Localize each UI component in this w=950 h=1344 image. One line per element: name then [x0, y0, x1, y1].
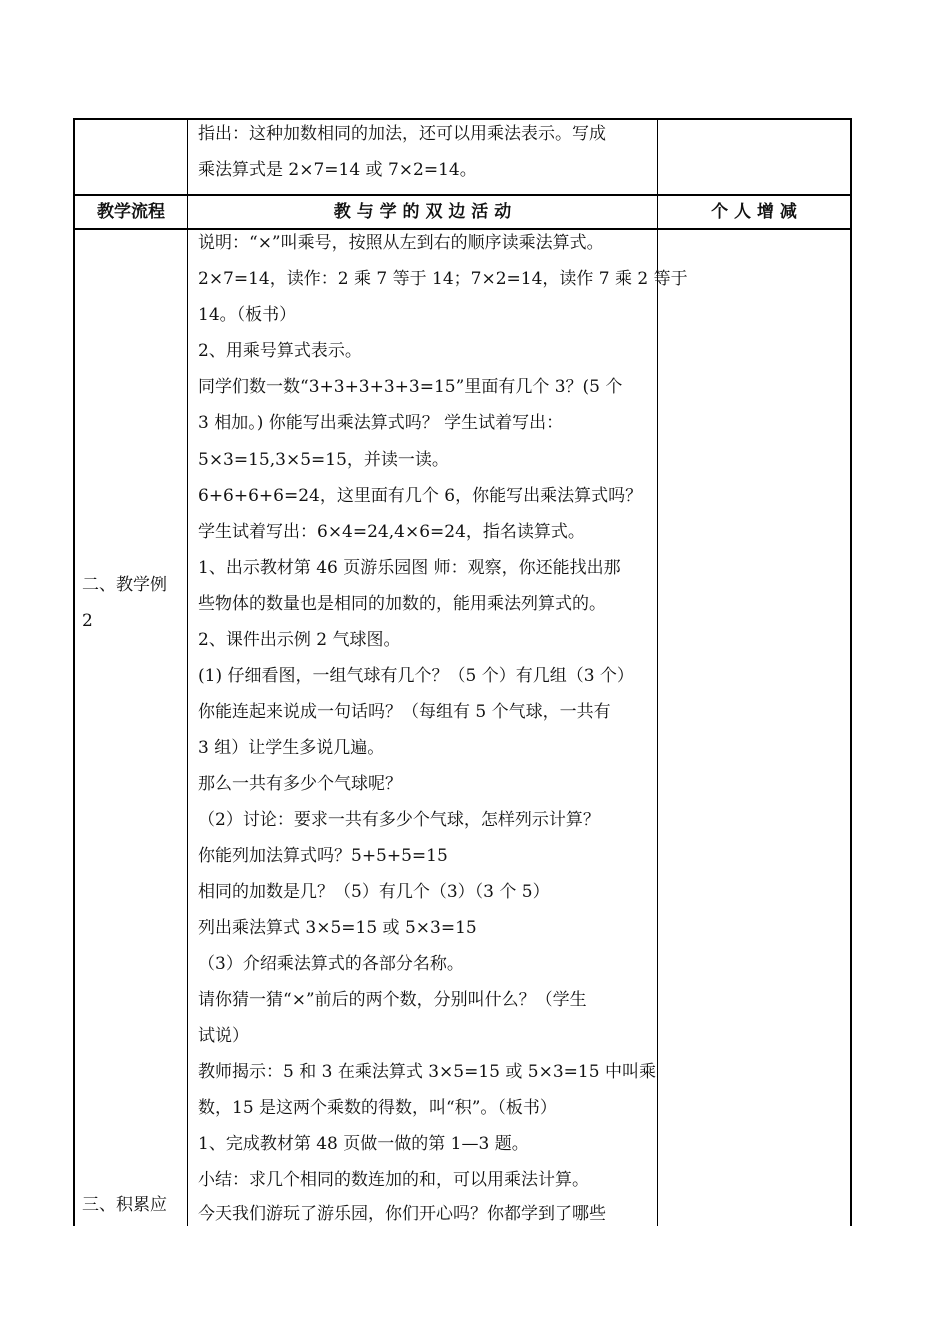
- activity-line: 乘法算式是 2×7=14 或 7×2=14。: [198, 160, 477, 180]
- activity-line: 列出乘法算式 3×5=15 或 5×3=15: [198, 918, 477, 938]
- header-teaching-process: 教学流程: [97, 202, 165, 222]
- activity-line: 1、出示教材第 46 页游乐园图 师：观察，你还能找出那: [198, 558, 621, 578]
- activity-line: 你能连起来说成一句话吗？（每组有 5 个气球，一共有: [198, 702, 611, 722]
- stage-label-2-line2: 2: [82, 611, 93, 631]
- activity-line: 2、课件出示例 2 气球图。: [198, 630, 401, 650]
- activity-line: 你能列加法算式吗？5+5+5=15: [198, 846, 448, 866]
- activity-line: 那么一共有多少个气球呢？: [198, 774, 402, 794]
- stage-label-3-line1: 三、积累应: [82, 1195, 167, 1215]
- activity-line: （2）讨论：要求一共有多少个气球，怎样列示计算？: [198, 810, 600, 830]
- activity-line: 教师揭示：5 和 3 在乘法算式 3×5=15 或 5×3=15 中叫乘: [198, 1062, 656, 1082]
- personal-adjustment-cell: [658, 230, 850, 1226]
- activity-line: 学生试着写出：6×4=24,4×6=24，指名读算式。: [198, 522, 585, 542]
- table-border-left: [73, 118, 75, 1226]
- stage-label-2-line1: 二、教学例: [82, 575, 167, 595]
- activity-line: 6+6+6+6=24，这里面有几个 6，你能写出乘法算式吗？: [198, 486, 643, 506]
- activity-line: 数，15 是这两个乘数的得数，叫“积”。（板书）: [198, 1098, 557, 1118]
- table-border-top: [73, 118, 852, 120]
- activity-line: (1) 仔细看图，一组气球有几个？（5 个）有几组（3 个）: [198, 666, 634, 686]
- activity-line: 小结：求几个相同的数连加的和，可以用乘法计算。: [198, 1170, 589, 1190]
- header-row-top-border: [73, 194, 852, 196]
- activity-line: （3）介绍乘法算式的各部分名称。: [198, 954, 464, 974]
- activity-line: 2、用乘号算式表示。: [198, 341, 362, 361]
- activity-line: 同学们数一数“3+3+3+3+3=15”里面有几个 3？(5 个: [198, 377, 623, 397]
- activity-line: 今天我们游玩了游乐园，你们开心吗？你都学到了哪些: [198, 1204, 606, 1224]
- activity-line: 指出：这种加数相同的加法，还可以用乘法表示。写成: [198, 124, 606, 144]
- activity-line: 相同的加数是几？（5）有几个（3）（3 个 5）: [198, 882, 550, 902]
- activity-line: 些物体的数量也是相同的加数的，能用乘法列算式的。: [198, 594, 606, 614]
- activity-line: 1、完成教材第 48 页做一做的第 1—3 题。: [198, 1134, 529, 1154]
- activity-line: 2×7=14，读作：2 乘 7 等于 14；7×2=14，读作 7 乘 2 等于: [198, 269, 688, 289]
- activity-line: 14。（板书）: [198, 305, 297, 325]
- activity-line: 请你猜一猜“×”前后的两个数，分别叫什么？（学生: [198, 990, 587, 1010]
- column-divider-1: [187, 118, 188, 1226]
- activity-line: 说明：“×”叫乘号，按照从左到右的顺序读乘法算式。: [198, 233, 604, 253]
- header-teaching-activities: 教 与 学 的 双 边 活 动: [333, 202, 512, 222]
- header-personal-adjustment: 个 人 增 减: [711, 202, 797, 222]
- table-border-right: [850, 118, 852, 1226]
- activity-line: 5×3=15,3×5=15，并读一读。: [198, 450, 449, 470]
- activity-line: 3 相加。) 你能写出乘法算式吗？ 学生试着写出：: [198, 413, 564, 433]
- activity-line: 试说）: [198, 1026, 249, 1046]
- activity-line: 3 组）让学生多说几遍。: [198, 738, 385, 758]
